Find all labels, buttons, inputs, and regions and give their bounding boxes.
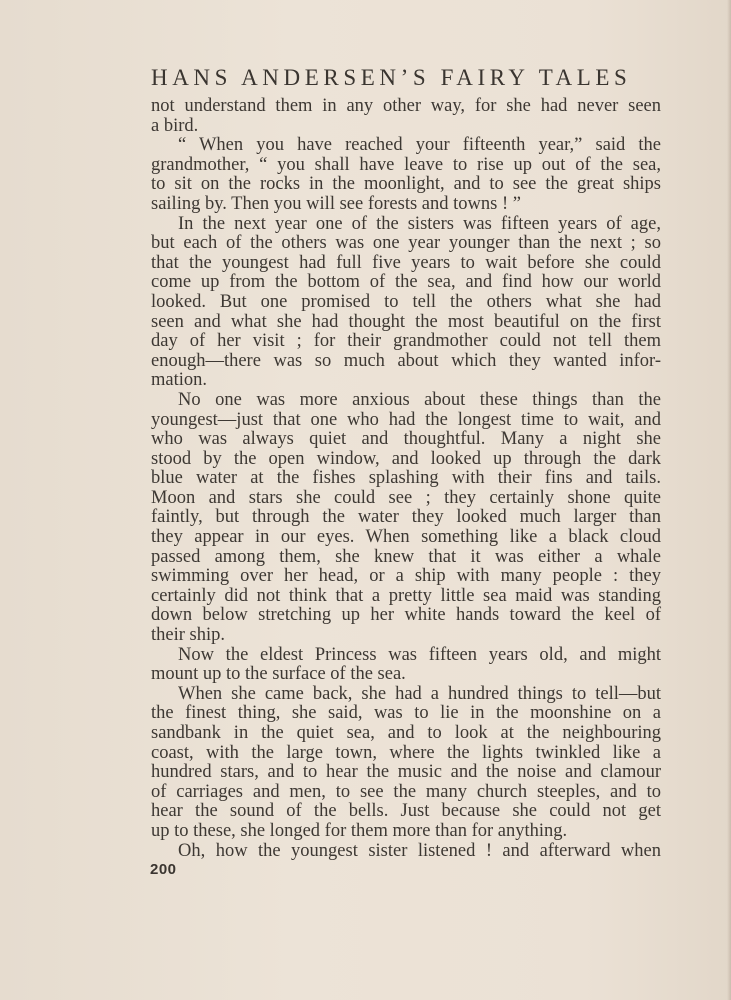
- text-line: who was always quiet and thoughtful. Many a night she: [151, 429, 661, 450]
- text-line: to sit on the rocks in the moonlight, and to see the great ships: [151, 174, 661, 195]
- text-line: passed among them, she knew that it was either a whale: [151, 546, 661, 567]
- text-line: Now the eldest Princess was fifteen years old, and might: [178, 644, 661, 665]
- text-line: down below stretching up her white hands toward the keel of: [151, 605, 661, 626]
- page-number: 200: [150, 861, 177, 878]
- text-line: mation.: [151, 370, 208, 391]
- text-line: come up from the bottom of the sea, and find how our world: [151, 272, 661, 293]
- text-line: sandbank in the quiet sea, and to look at the neighbouring: [151, 723, 661, 743]
- text-line: mount up to the surface of the sea.: [151, 664, 406, 685]
- text-line: of carriages and men, to see the many church steeples, and to: [151, 781, 661, 802]
- text-line: day of her visit ; for their grandmother could not tell them: [151, 331, 661, 352]
- text-line: up to these, she longed for them more than for anything.: [151, 820, 568, 841]
- text-line: When she came back, she had a hundred things to tell—but: [178, 683, 661, 704]
- text-line: stood by the open window, and looked up through the dark: [151, 448, 661, 469]
- text-line: Oh, how the youngest sister listened ! and afterward when: [178, 840, 661, 861]
- text-line: the finest thing, she said, was to lie in the moonshine on a: [151, 703, 661, 724]
- text-line: hear the sound of the bells. Just because she could not get: [151, 801, 661, 822]
- body-text: [151, 97, 661, 861]
- text-line: their ship.: [151, 625, 225, 646]
- text-line: youngest—just that one who had the longest time to wait, and: [151, 409, 661, 430]
- text-line: certainly did not think that a pretty little sea maid was standing: [151, 585, 661, 606]
- text-line: not understand them in any other way, for she had never seen: [151, 96, 661, 116]
- text-line: Moon and stars she could see ; they certainly shone quite: [151, 487, 661, 508]
- running-header: HANS ANDERSEN’S FAIRY TALES: [151, 65, 632, 90]
- text-line: blue water at the fishes splashing with their fins and tails.: [151, 468, 661, 489]
- text-line: they appear in our eyes. When something like a black cloud: [151, 527, 661, 548]
- text-line: In the next year one of the sisters was fifteen years of age,: [178, 213, 661, 234]
- text-line: No one was more anxious about these things than the: [178, 389, 661, 410]
- text-line: hundred stars, and to hear the music and the noise and clamour: [151, 762, 661, 783]
- text-line: coast, with the large town, where the lights twinkled like a: [151, 742, 661, 763]
- text-line: but each of the others was one year younger than the next ; so: [151, 233, 661, 254]
- text-line: sailing by. Then you will see forests and towns ! ”: [151, 193, 521, 214]
- text-line: looked. But one promised to tell the others what she had: [151, 291, 661, 312]
- text-line: grandmother, “ you shall have leave to rise up out of the sea,: [151, 154, 661, 175]
- text-line: faintly, but through the water they looked much larger than: [151, 507, 661, 528]
- text-line: a bird.: [151, 115, 199, 136]
- page-edge-shadow: [727, 0, 731, 1000]
- text-line: “ When you have reached your fifteenth year,” said the: [178, 135, 661, 156]
- text-line: enough—there was so much about which they wanted infor-: [151, 350, 661, 371]
- text-line: swimming over her head, or a ship with many people : they: [151, 566, 661, 587]
- text-line: seen and what she had thought the most beautiful on the first: [151, 311, 661, 332]
- text-line: that the youngest had full five years to wait before she could: [151, 252, 661, 273]
